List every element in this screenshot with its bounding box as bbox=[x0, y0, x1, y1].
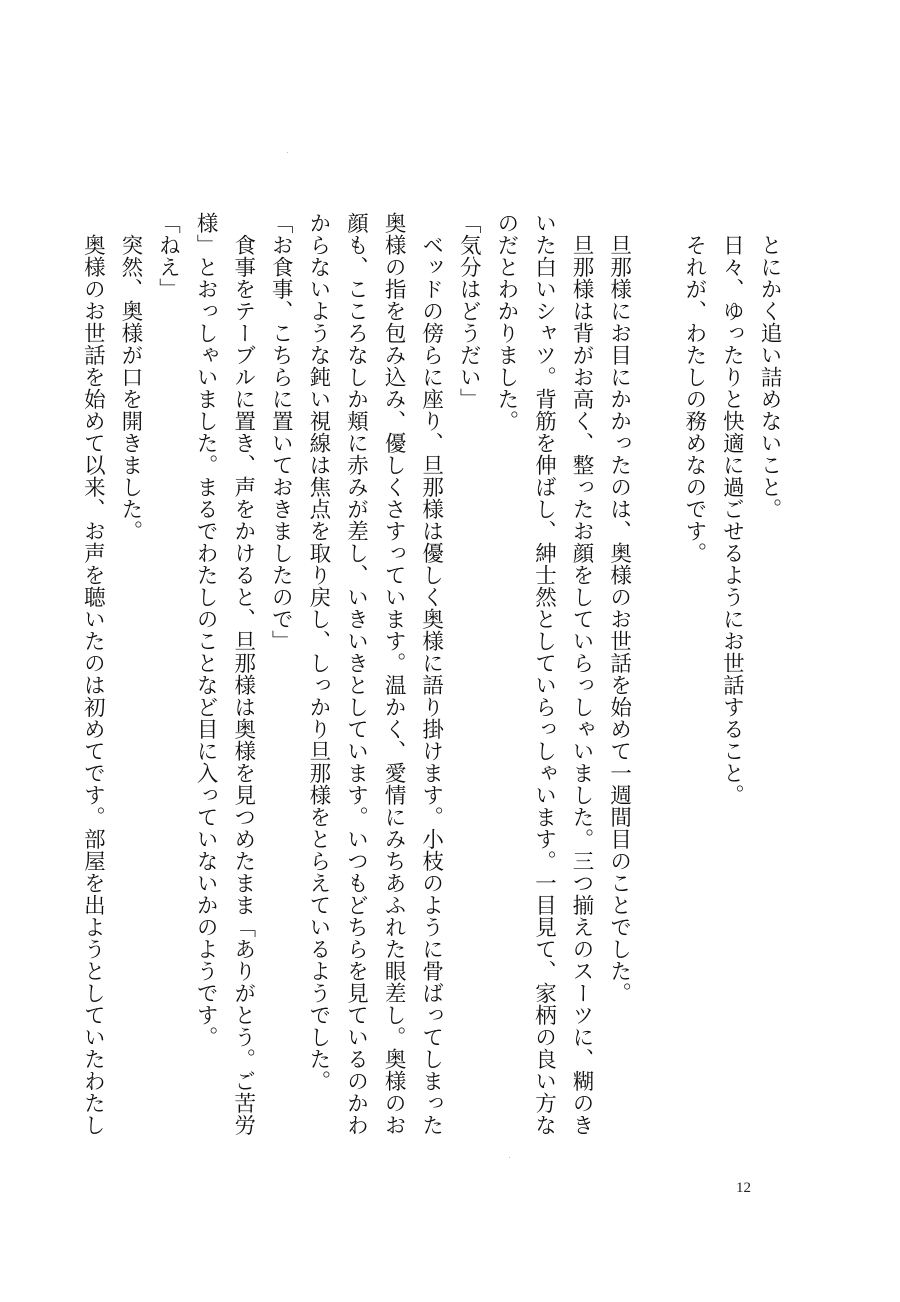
scan-speck bbox=[287, 152, 288, 153]
blank-line bbox=[638, 212, 676, 1152]
text-line: 日々、ゆったりと快適に過ごせるようにお世話すること。 bbox=[719, 212, 745, 806]
text-line: 奥様のお世話を始めて以来、お声を聴いたのは初めてです。部屋を出ようとしていたわたし bbox=[80, 212, 106, 1136]
text-line: 旦那様は背がお高く、整ったお顔をしていらっしゃいました。三つ揃えのスーツに、糊のきいた白いシャツ。背筋を伸ばし、紳士然としていらっしゃいます。一目見て、家柄の良い方なのだとわかりました。 bbox=[493, 212, 595, 1136]
dialogue-line: 「ねえ」 bbox=[155, 212, 181, 300]
text-line: それが、わたしの務めなのです。 bbox=[681, 212, 707, 564]
text-line: とにかく追い詰めないこと。 bbox=[757, 212, 782, 520]
vertical-body-text bbox=[80, 212, 788, 1152]
text-line: ベッドの傍らに座り、旦那様は優しく奥様に語り掛けます。小枝のように骨ばってしまった奥様の指を包み込み、優しくさすっています。温かく、愛情にみちあふれた眼差し。奥様のお顔も、こころなしか頬に赤みが差し、いきいきとしています。いつもどちらを見ているのかわからないような鈍い視線は焦点を取り戻し、しっかり旦那様をとらえているようでした。 bbox=[305, 212, 444, 1136]
text-line: 旦那様にお目にかかったのは、奥様のお世話を始めて一週間目のことでした。 bbox=[606, 212, 632, 1004]
scan-speck bbox=[509, 1157, 510, 1158]
dialogue-line: 「気分はどうだい」 bbox=[456, 212, 482, 410]
text-line: 食事をテーブルに置き、声をかけると、旦那様は奥様を見つめたまま「ありがとう。ご苦労様」とおっしゃいました。まるでわたしのことなど目に入っていないかのようです。 bbox=[193, 212, 256, 1136]
dialogue-line: 「お食事、こちらに置いておきましたので」 bbox=[268, 212, 294, 652]
text-line: 突然、奥様が口を開きました。 bbox=[117, 212, 143, 542]
page-number: 12 bbox=[736, 1180, 751, 1196]
